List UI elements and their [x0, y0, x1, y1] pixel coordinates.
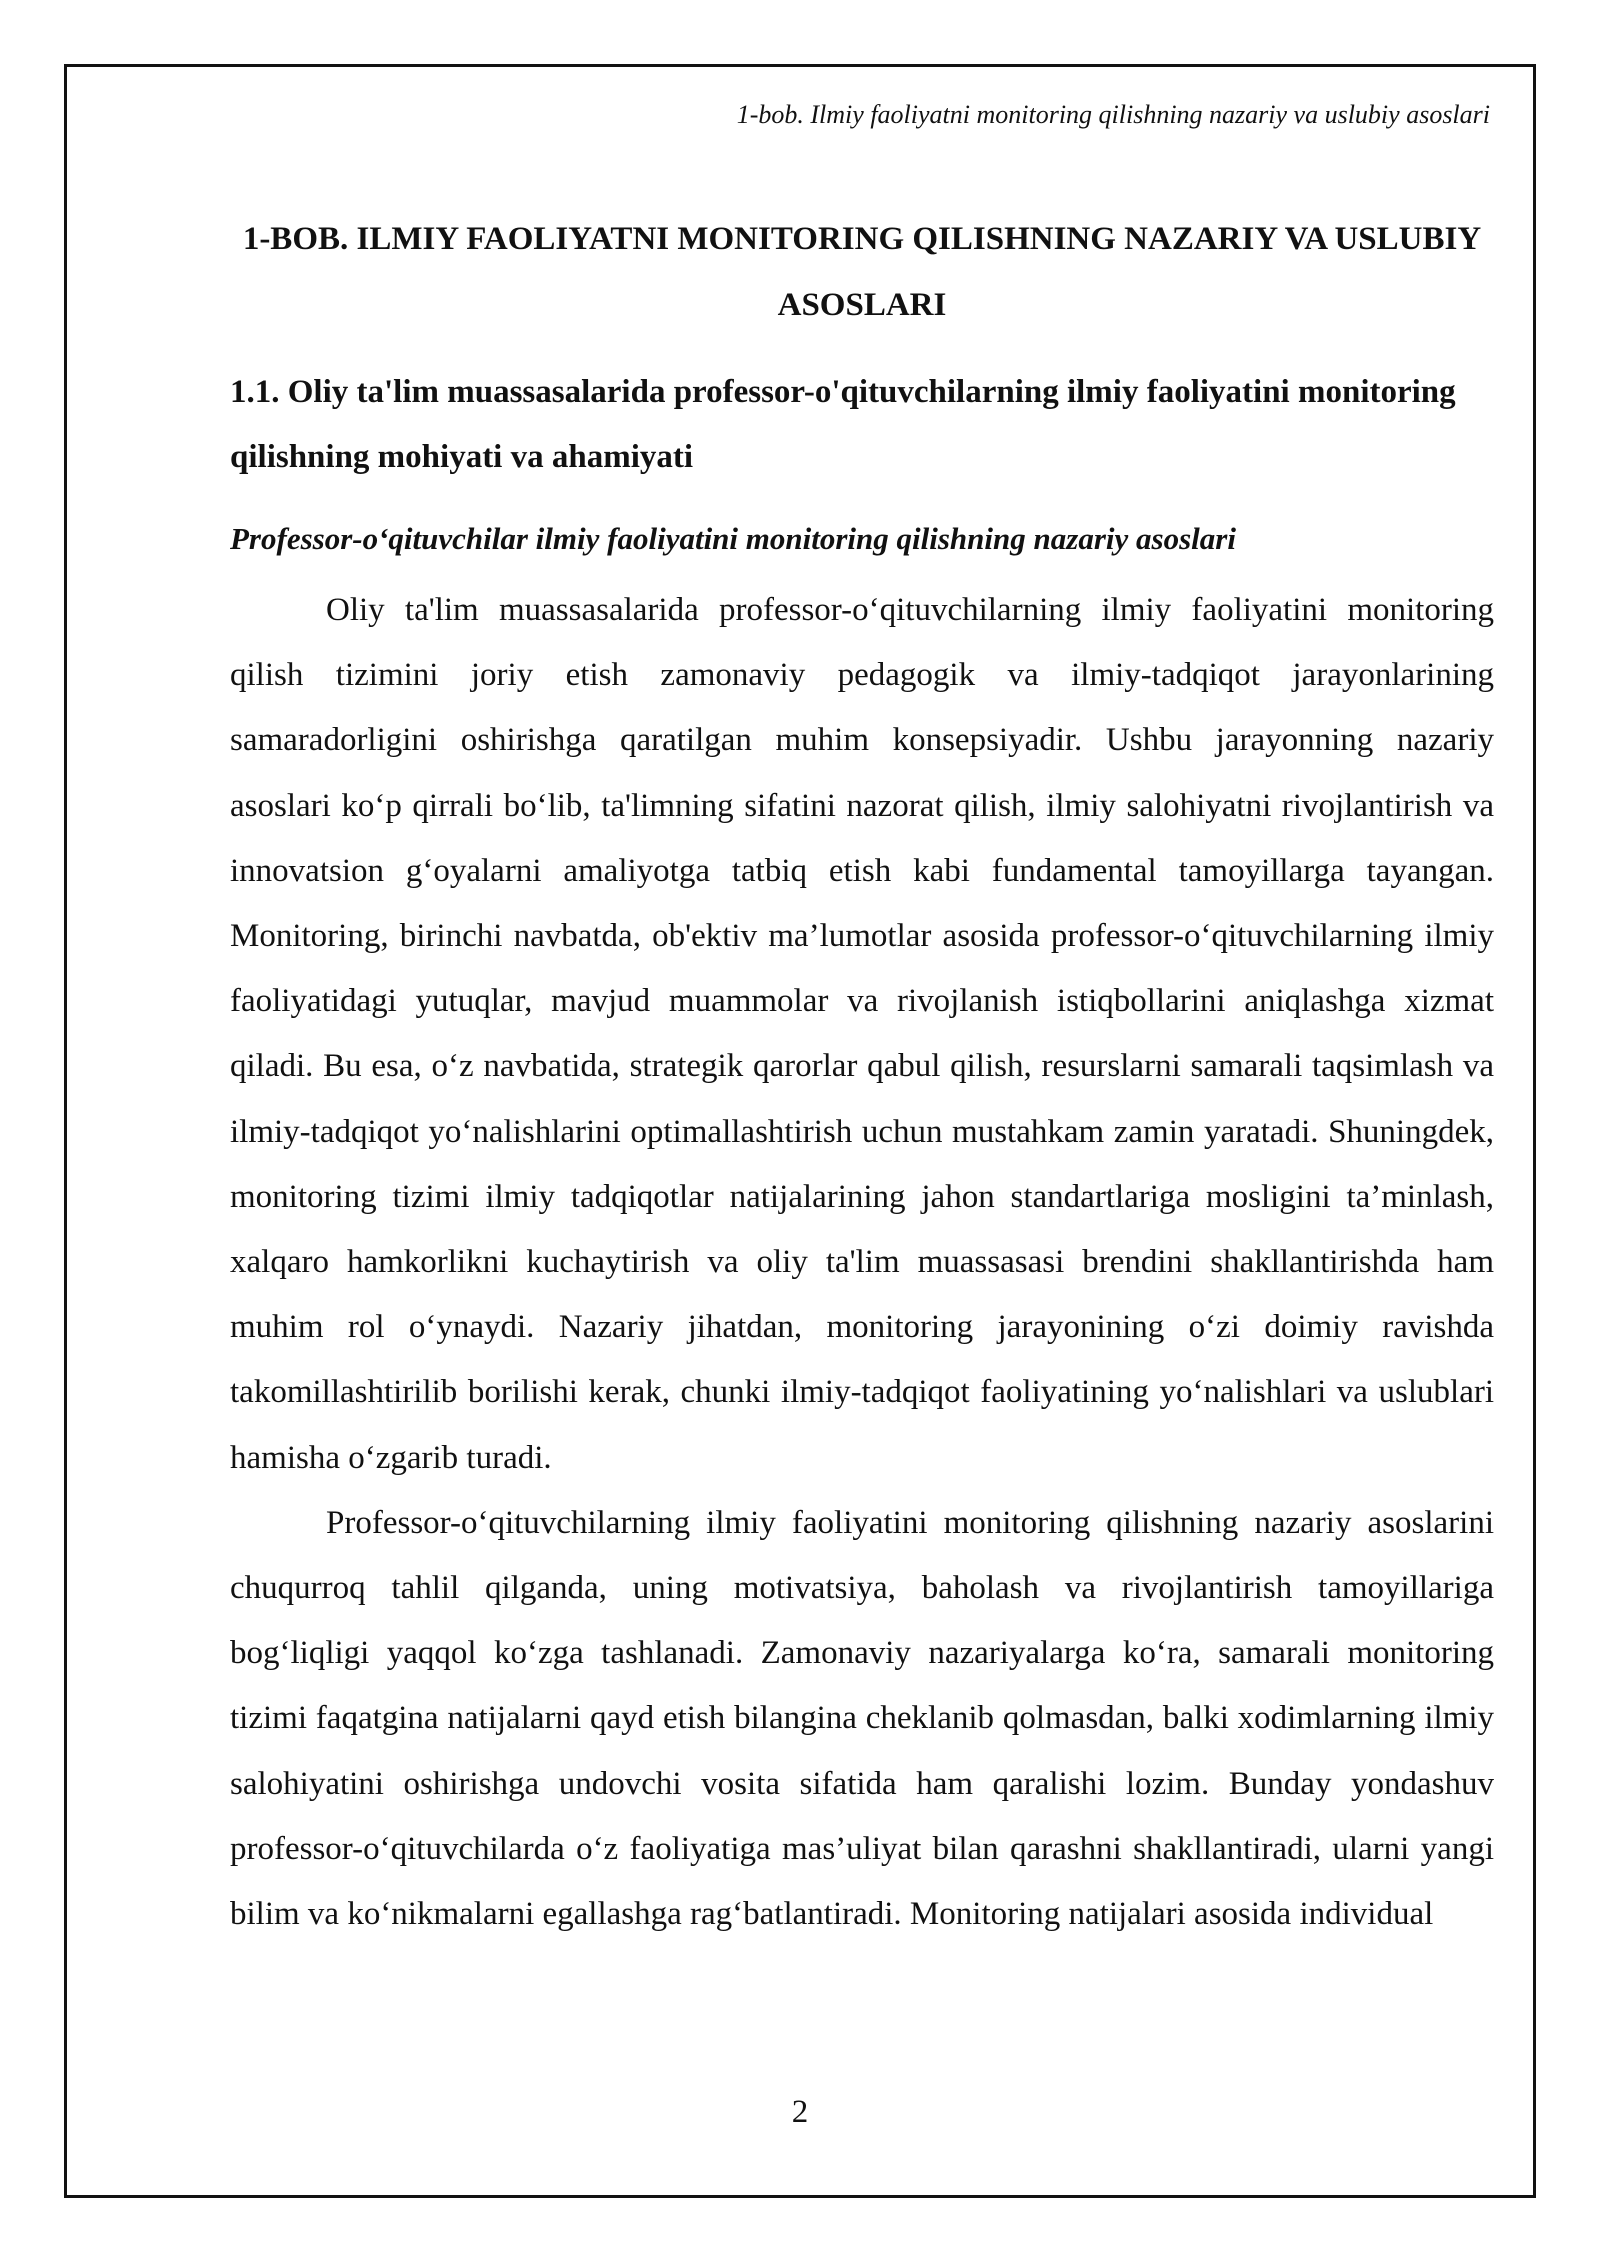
- section-title: 1.1. Oliy ta'lim muassasalarida professor-o'qituvchilarning ilmiy faoliyatini monitoring qilishning mohiyati va ahamiyati: [230, 374, 1456, 475]
- page-content: [230, 206, 1494, 1947]
- subsection-title: Professor-o‘qituvchilar ilmiy faoliyatini monitoring qilishning nazariy asoslari: [230, 521, 1236, 556]
- body-paragraph: Professor-o‘qituvchilarning ilmiy faoliyatini monitoring qilishning nazariy asoslarini chuqurroq tahlil qilganda, uning motivatsiya, baholash va rivojlantirish tamoyillariga bog‘liqligi yaqqol ko‘zga tashlanadi. Zamonaviy nazariyalarga ko‘ra, samarali monitoring tizimi faqatgina natijalarni qayd etish bilangina cheklanib qolmasdan, balki xodimlarning ilmiy salohiyatini oshirishga undovchi vosita sifatida ham qaralishi lozim. Bunday yondashuv professor-o‘qituvchilarda o‘z faoliyatiga mas’uliyat bilan qarashni shakllantiradi, ularni yangi bilim va ko‘nikmalarni egallashga rag‘batlantiradi. Monitoring natijalari asosida individual: [230, 1504, 1494, 1933]
- running-header: 1-bob. Ilmiy faoliyatni monitoring qilishning nazariy va uslubiy asoslari: [736, 100, 1490, 129]
- chapter-title: 1-BOB. ILMIY FAOLIYATNI MONITORING QILISHNING NAZARIY VA USLUBIY ASOSLARI: [242, 221, 1482, 323]
- body-paragraph: Oliy ta'lim muassasalarida professor-o‘qituvchilarning ilmiy faoliyatini monitoring qilish tizimini joriy etish zamonaviy pedagogik va ilmiy-tadqiqot jarayonlarining samaradorligini oshirishga qaratilgan muhim konsepsiyadir. Ushbu jarayonning nazariy asoslari ko‘p qirrali bo‘lib, ta'limning sifatini nazorat qilish, ilmiy salohiyatni rivojlantirish va innovatsion g‘oyalarni amaliyotga tatbiq etish kabi fundamental tamoyillarga tayangan. Monitoring, birinchi navbatda, ob'ektiv ma’lumotlar asosida professor-o‘qituvchilarning ilmiy faoliyatidagi yutuqlar, mavjud muammolar va rivojlanish istiqbollarini aniqlashga xizmat qiladi. Bu esa, o‘z navbatida, strategik qarorlar qabul qilish, resurslarni samarali taqsimlash va ilmiy-tadqiqot yo‘nalishlarini optimallashtirish uchun mustahkam zamin yaratadi. Shuningdek, monitoring tizimi ilmiy tadqiqotlar natijalarining jahon standartlariga mosligini ta’minlash, xalqaro hamkorlikni kuchaytirish va oliy ta'lim muassasasi brendini shakllantirishda ham muhim rol o‘ynaydi. Nazariy jihatdan, monitoring jarayonining o‘zi doimiy ravishda takomillashtirilib borilishi kerak, chunki ilmiy-tadqiqot faoliyatining yo‘nalishlari va uslublari hamisha o‘zgarib turadi.: [230, 592, 1494, 1476]
- page-number: 2: [791, 2094, 809, 2130]
